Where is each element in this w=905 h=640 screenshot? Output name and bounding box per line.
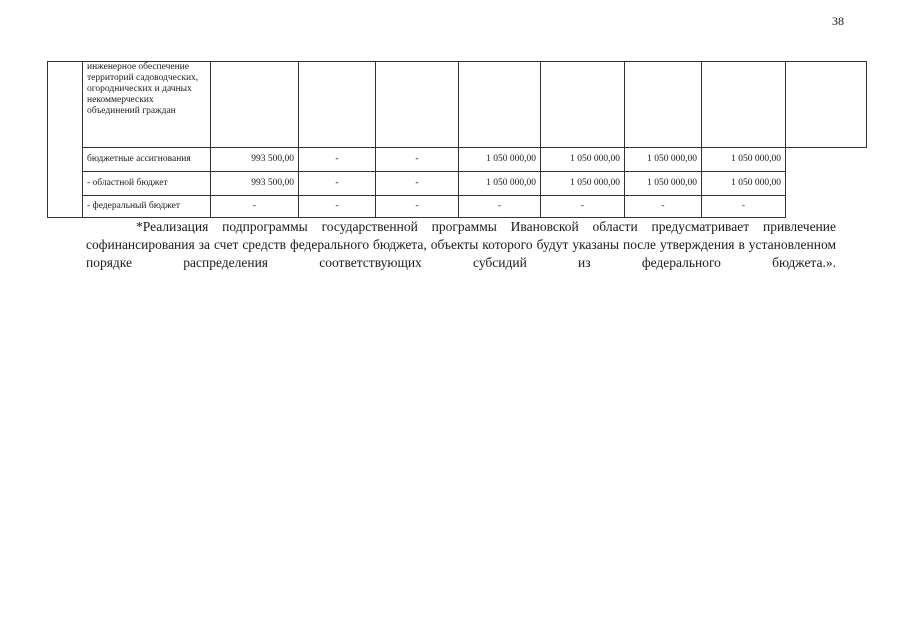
empty-cell	[376, 62, 459, 148]
empty-cell	[702, 62, 786, 148]
left-blank-cell	[48, 62, 83, 218]
row-label-header: инженерное обеспечение территорий садоводческих, огороднических и дачных некоммерческих объединений граждан	[83, 62, 211, 148]
value-cell: -	[299, 148, 376, 172]
table-row-header	[48, 62, 867, 148]
value-cell: 1 050 000,00	[625, 172, 702, 196]
empty-cell	[786, 62, 867, 148]
empty-cell	[211, 62, 299, 148]
value-cell: -	[376, 196, 459, 218]
value-cell: 993 500,00	[211, 148, 299, 172]
value-cell: 1 050 000,00	[702, 148, 786, 172]
value-cell: 1 050 000,00	[459, 148, 541, 172]
value-cell: -	[299, 172, 376, 196]
value-cell: 1 050 000,00	[702, 172, 786, 196]
empty-cell	[299, 62, 376, 148]
budget-table	[47, 61, 867, 218]
value-cell: 993 500,00	[211, 172, 299, 196]
row-label: - областной бюджет	[83, 172, 211, 196]
empty-cell	[459, 62, 541, 148]
value-cell: -	[702, 196, 786, 218]
page-number: 38	[832, 14, 844, 28]
table-row	[48, 196, 867, 218]
value-cell: -	[541, 196, 625, 218]
value-cell: 1 050 000,00	[541, 148, 625, 172]
value-cell: -	[211, 196, 299, 218]
value-cell: -	[376, 172, 459, 196]
value-cell: 1 050 000,00	[459, 172, 541, 196]
table-row	[48, 148, 867, 172]
empty-cell	[625, 62, 702, 148]
table-row	[48, 172, 867, 196]
row-label: бюджетные ассигнования	[83, 148, 211, 172]
value-cell: -	[299, 196, 376, 218]
empty-cell	[541, 62, 625, 148]
row-label: - федеральный бюджет	[83, 196, 211, 218]
value-cell: -	[459, 196, 541, 218]
value-cell: 1 050 000,00	[625, 148, 702, 172]
footnote-paragraph: *Реализация подпрограммы государственной программы Ивановской области предусматривает привлечение софинансирования за счет средств федерального бюджета, объекты которого будут указаны после утверждения в установленном порядке распределения соответствующих субсидий из федерального бюджета.».	[86, 219, 836, 270]
value-cell: -	[625, 196, 702, 218]
value-cell: -	[376, 148, 459, 172]
value-cell: 1 050 000,00	[541, 172, 625, 196]
